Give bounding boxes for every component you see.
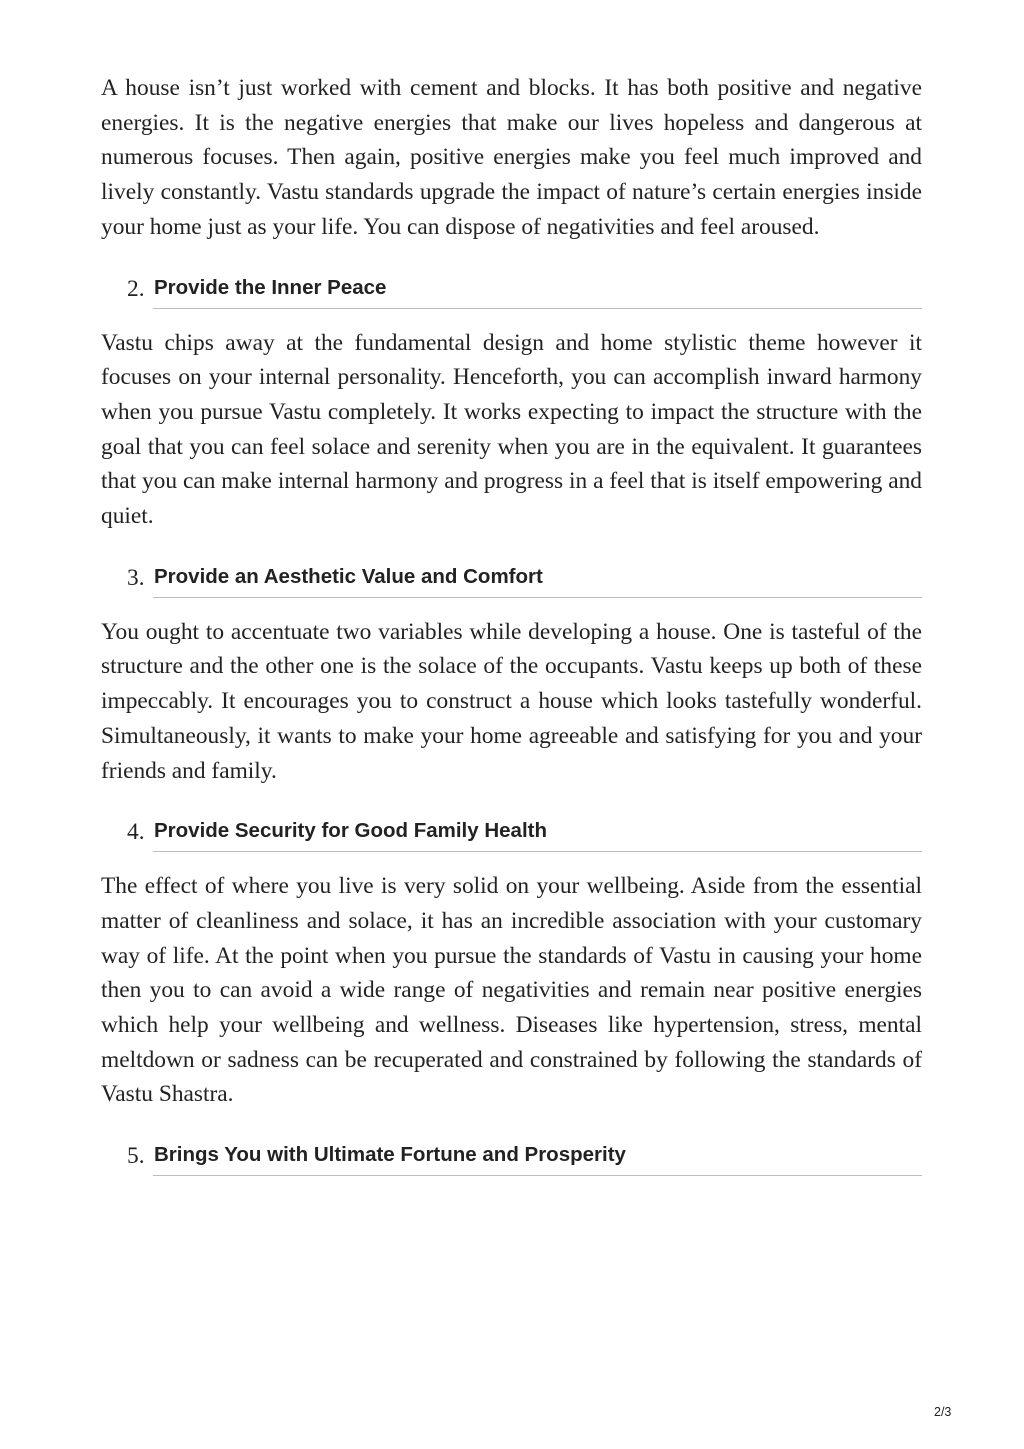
heading-divider: [153, 308, 922, 309]
document-body: [101, 71, 922, 1193]
page-number: 2/3: [934, 1405, 952, 1419]
heading-number: 4.: [127, 819, 145, 846]
heading-title: Provide the Inner Peace: [154, 275, 387, 299]
heading-number: 5.: [127, 1143, 145, 1170]
paragraph-aesthetic-value: You ought to accentuate two variables while developing a house. One is tasteful of the structure and the other one is the solace of the occupants. Vastu keeps up both of these impeccably. It encourages you to construct a house which looks tastefully wonderful. Simultaneously, it wants to make your home agreeable and satisfying for you and your friends and family.: [101, 618, 922, 784]
heading-title: Provide an Aesthetic Value and Comfort: [154, 564, 543, 588]
section-heading-family-health: [101, 814, 922, 849]
section-heading-fortune-prosperity: [101, 1138, 922, 1173]
heading-number: 2.: [127, 275, 145, 302]
paragraph-intro: A house isn’t just worked with cement and blocks. It has both positive and negative energies. It is the negative energies that make our lives hopeless and dangerous at numerous focuses. Then again, positive energies make you feel much improved and lively constantly. Vastu standards upgrade the impact of nature’s certain energies inside your home just as your life. You can dispose of negativities and feel aroused.: [101, 75, 922, 240]
heading-divider: [153, 1175, 922, 1176]
heading-title: Provide Security for Good Family Health: [154, 819, 548, 843]
heading-divider: [153, 597, 922, 598]
paragraph-inner-peace: Vastu chips away at the fundamental design and home stylistic theme however it focuses on your internal personality. Henceforth, you can accomplish inward harmony when you pursue Vastu completely. It works expecting to impact the structure with the goal that you can feel solace and serenity when you are in the equivalent. It guarantees that you can make internal harmony and progress in a feel that is itself empowering and quiet.: [101, 329, 922, 530]
heading-title: Brings You with Ultimate Fortune and Prosperity: [154, 1143, 626, 1167]
heading-divider: [153, 851, 922, 852]
paragraph-family-health: The effect of where you live is very solid on your wellbeing. Aside from the essential matter of cleanliness and solace, it has an incredible association with your customary way of life. At the point when you pursue the standards of Vastu in causing your home then you to can avoid a wide range of negativities and remain near positive energies which help your wellbeing and wellness. Diseases like hypertension, stress, mental meltdown or sadness can be recuperated and constrained by following the standards of Vastu Shastra.: [101, 873, 922, 1108]
heading-number: 3.: [127, 564, 145, 591]
section-heading-aesthetic-value: [101, 560, 922, 595]
section-heading-inner-peace: [101, 271, 922, 306]
